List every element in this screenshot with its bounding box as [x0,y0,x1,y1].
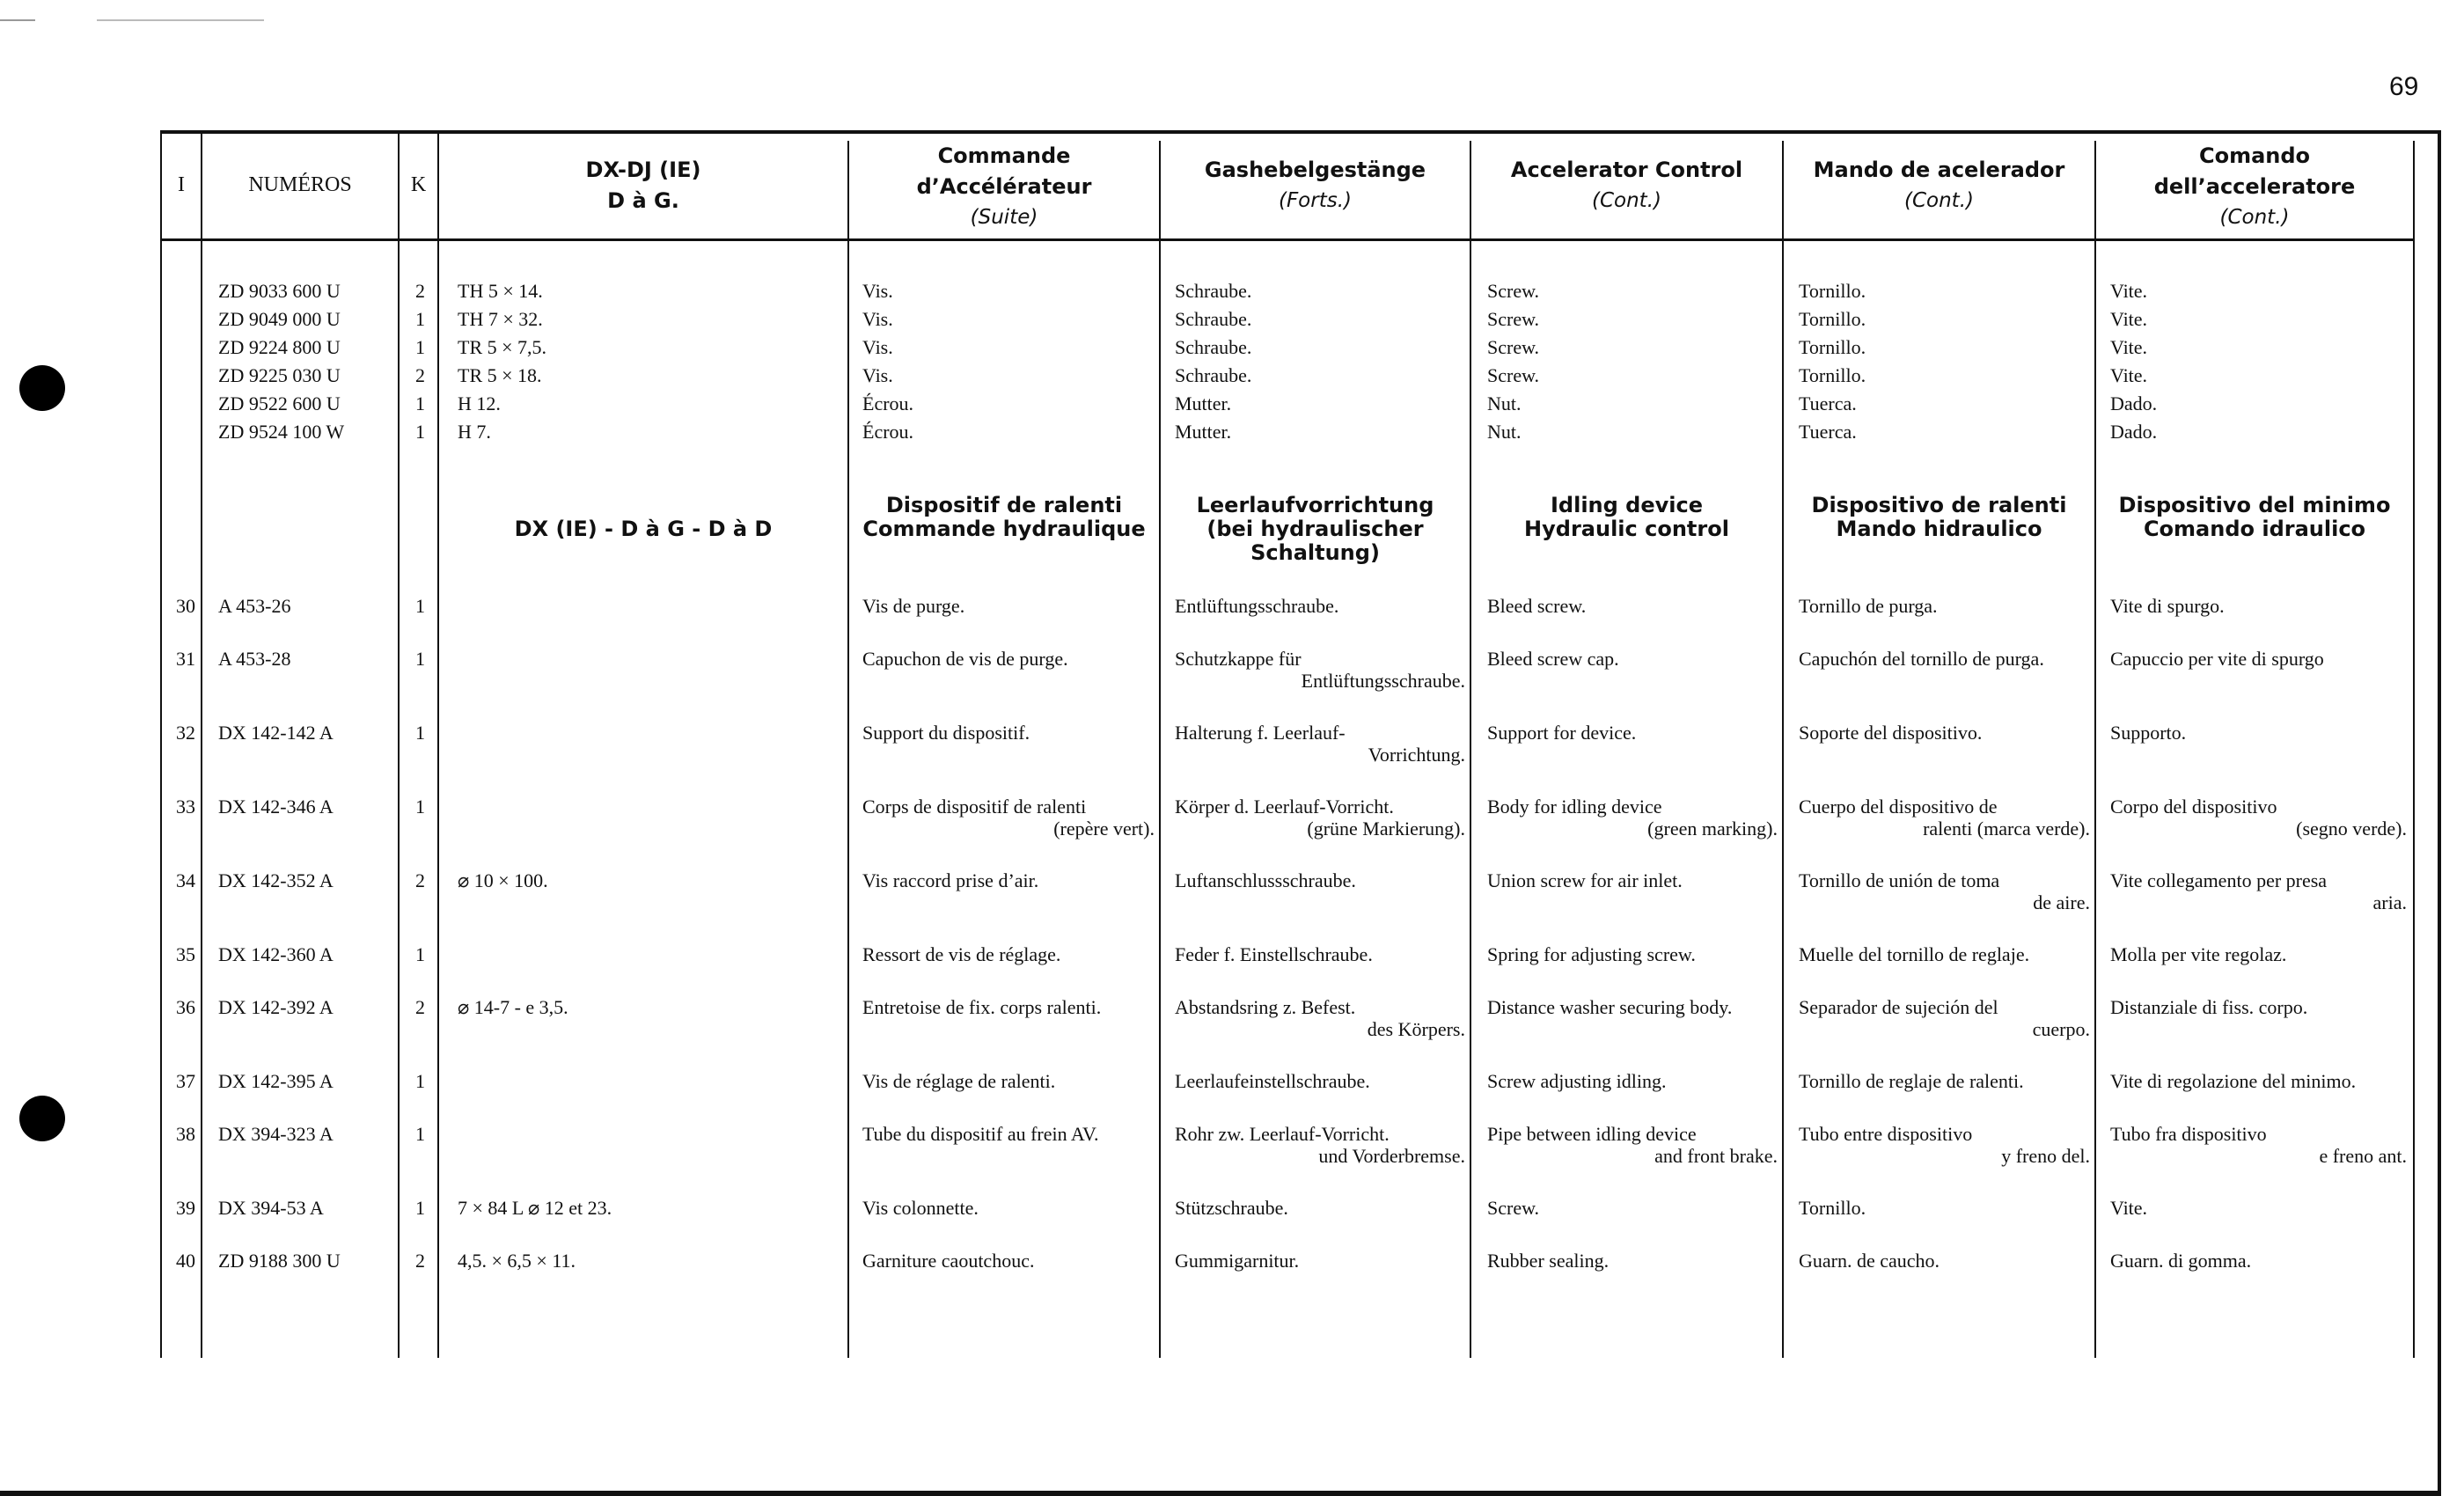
desc-es: Separador de sujeción del [1799,996,1998,1018]
desc-en: Support for device. [1487,722,1637,744]
section-title-line: Comando idraulico [2143,517,2366,541]
desc-it-cont: e freno ant. [2319,1145,2407,1167]
item-index: 36 [176,996,195,1018]
desc-it: Vite. [2110,280,2148,302]
column-line [437,130,439,1358]
page-number: 69 [2389,72,2419,101]
desc-en: Nut. [1487,392,1522,414]
desc-it: Vite. [2110,336,2148,358]
quantity: 2 [415,1250,425,1272]
desc-fr: Vis. [862,280,893,302]
desc-de-cont: Entlüftungsschraube. [1301,670,1465,692]
desc-it: Dado. [2110,421,2158,443]
desc-es: Tornillo. [1799,280,1866,302]
header-subtitle: (Cont.) [2219,206,2290,229]
spec: H 7. [458,421,491,443]
desc-en: Screw. [1487,336,1540,358]
section-title-line: Schaltung) [1250,540,1380,565]
quantity: 1 [415,722,425,744]
column-line [398,130,400,1358]
section-title-line: Commande hydraulique [862,517,1146,541]
quantity: 1 [415,308,425,330]
spec: ⌀ 10 × 100. [458,869,548,891]
spec: TR 5 × 7,5. [458,336,547,358]
quantity: 1 [415,595,425,617]
quantity: 1 [415,1070,425,1092]
desc-de: Schutzkappe für [1175,648,1302,670]
quantity: 1 [415,943,425,965]
header-col-i: I [178,173,185,196]
desc-de: Luftanschlussschraube. [1175,869,1356,891]
binder-hole-bottom [19,1096,65,1141]
scan-mark [97,19,264,21]
quantity: 2 [415,996,425,1018]
spec: 7 × 84 L ⌀ 12 et 23. [458,1197,612,1219]
quantity: 1 [415,1123,425,1145]
desc-it: Vite di spurgo. [2110,595,2225,617]
header-lang-de [1161,155,1470,216]
column-line [1782,141,1784,1358]
header-subtitle: (Suite) [970,206,1038,229]
item-index: 37 [176,1070,195,1092]
section-title-line: (bei hydraulischer [1206,517,1424,541]
desc-de: Schraube. [1175,280,1252,302]
desc-es-cont: de aire. [2033,891,2090,913]
desc-es: Tornillo de purga. [1799,595,1938,617]
section-model-title: DX (IE) - D à G - D à D [514,517,773,541]
item-index: 30 [176,595,195,617]
desc-de-cont: des Körpers. [1367,1018,1465,1040]
desc-es-cont: y freno del. [2001,1145,2090,1167]
desc-it: Vite. [2110,364,2148,386]
frame-right-border [2438,130,2441,1494]
desc-es: Tornillo. [1799,1197,1866,1219]
column-line [1470,141,1471,1358]
desc-fr: Vis. [862,308,893,330]
desc-es: Tuerca. [1799,392,1857,414]
part-number: DX 142-392 A [218,996,334,1018]
part-number: DX 142-346 A [218,796,334,818]
desc-en-cont: (green marking). [1647,818,1778,840]
header-title-line: Commande [937,143,1071,168]
desc-fr: Vis. [862,364,893,386]
item-index: 35 [176,943,195,965]
desc-es: Tornillo. [1799,336,1866,358]
desc-it: Vite collegamento per presa [2110,869,2328,891]
quantity: 1 [415,336,425,358]
quantity: 1 [415,648,425,670]
spec: TH 5 × 14. [458,280,543,302]
desc-en: Distance washer securing body. [1487,996,1733,1018]
scan-mark [0,19,35,21]
desc-de: Rohr zw. Leerlauf-Vorricht. [1175,1123,1390,1145]
desc-es: Tubo entre dispositivo [1799,1123,1973,1145]
desc-es: Muelle del tornillo de reglaje. [1799,943,2030,965]
frame-top-border [160,130,2441,134]
desc-fr: Ressort de vis de réglage. [862,943,1061,965]
section-title-line: Dispositif de ralenti [885,493,1123,517]
section-title-en [1471,494,1782,541]
binder-hole-top [19,365,65,411]
desc-de: Halterung f. Leerlauf- [1175,722,1346,744]
part-number: ZD 9522 600 U [218,392,341,414]
desc-it: Tubo fra dispositivo [2110,1123,2267,1145]
desc-en: Screw. [1487,308,1540,330]
column-line [2094,141,2096,1358]
part-number: ZD 9524 100 W [218,421,345,443]
column-line [1159,141,1161,1358]
desc-es: Tornillo de reglaje de ralenti. [1799,1070,2024,1092]
desc-de: Körper d. Leerlauf-Vorricht. [1175,796,1394,818]
desc-de: Mutter. [1175,392,1232,414]
desc-fr: Vis raccord prise d’air. [862,869,1039,891]
desc-it-cont: (segno verde). [2296,818,2407,840]
desc-it: Dado. [2110,392,2158,414]
part-number: A 453-26 [218,595,291,617]
desc-fr-cont: (repère vert). [1053,818,1155,840]
section-title-de [1161,494,1470,565]
desc-en: Bleed screw cap. [1487,648,1619,670]
desc-it: Molla per vite regolaz. [2110,943,2287,965]
desc-de-cont: (grüne Markierung). [1307,818,1465,840]
desc-de: Gummigarnitur. [1175,1250,1300,1272]
part-number: DX 142-352 A [218,869,334,891]
header-col-numeros: NUMÉROS [248,173,352,196]
desc-it: Vite di regolazione del minimo. [2110,1070,2357,1092]
section-title-it [2096,494,2413,541]
section-title-line: Dispositivo de ralenti [1811,493,2067,517]
desc-en: Bleed screw. [1487,595,1587,617]
desc-de: Leerlaufeinstellschraube. [1175,1070,1370,1092]
desc-en: Screw. [1487,364,1540,386]
item-index: 39 [176,1197,195,1219]
part-number: DX 142-142 A [218,722,334,744]
desc-en: Nut. [1487,421,1522,443]
desc-es-cont: ralenti (marca verde). [1923,818,2090,840]
section-title-line: Mando hidraulico [1836,517,2042,541]
desc-es: Tornillo. [1799,308,1866,330]
desc-it: Capuccio per vite di spurgo [2110,648,2324,670]
spec: 4,5. × 6,5 × 11. [458,1250,576,1272]
desc-de: Feder f. Einstellschraube. [1175,943,1373,965]
part-number: ZD 9033 600 U [218,280,341,302]
desc-en: Rubber sealing. [1487,1250,1610,1272]
desc-es: Capuchón del tornillo de purga. [1799,648,2044,670]
frame-bottom-border [0,1491,2441,1496]
column-line [160,130,162,1358]
desc-en: Spring for adjusting screw. [1487,943,1696,965]
desc-it: Guarn. di gomma. [2110,1250,2252,1272]
header-subtitle: (Cont.) [1904,189,1974,212]
desc-es-cont: cuerpo. [2032,1018,2090,1040]
desc-es: Guarn. de caucho. [1799,1250,1940,1272]
header-subtitle: (Forts.) [1278,189,1352,212]
part-number: A 453-28 [218,648,291,670]
desc-fr: Vis de réglage de ralenti. [862,1070,1056,1092]
header-divider [160,238,2413,241]
quantity: 2 [415,869,425,891]
desc-de: Abstandsring z. Befest. [1175,996,1356,1018]
desc-en-cont: and front brake. [1654,1145,1778,1167]
section-title-es [1784,494,2094,541]
desc-de: Schraube. [1175,308,1252,330]
header-title-line: d’Accélérateur [916,174,1092,199]
header-title-line: dell’acceleratore [2153,174,2356,199]
desc-fr: Vis colonnette. [862,1197,979,1219]
header-lang-fr [849,141,1159,233]
header-model [439,155,847,216]
item-index: 40 [176,1250,195,1272]
desc-es: Tuerca. [1799,421,1857,443]
column-line [201,130,202,1358]
desc-de-cont: und Vorderbremse. [1318,1145,1465,1167]
spec: H 12. [458,392,501,414]
section-title-line: Dispositivo del minimo [2118,493,2391,517]
desc-de: Mutter. [1175,421,1232,443]
part-number: ZD 9225 030 U [218,364,341,386]
desc-en: Pipe between idling device [1487,1123,1697,1145]
section-title-line: Hydraulic control [1524,517,1729,541]
desc-it: Distanziale di fiss. corpo. [2110,996,2308,1018]
section-title-fr [849,494,1159,541]
desc-en: Union screw for air inlet. [1487,869,1683,891]
part-number: DX 142-395 A [218,1070,334,1092]
desc-fr: Écrou. [862,392,914,414]
desc-de-cont: Vorrichtung. [1368,744,1465,766]
part-number: DX 142-360 A [218,943,334,965]
quantity: 2 [415,280,425,302]
header-model-line: D à G. [607,188,679,213]
desc-en: Screw adjusting idling. [1487,1070,1667,1092]
desc-it-cont: aria. [2372,891,2407,913]
part-number: DX 394-323 A [218,1123,334,1145]
quantity: 1 [415,392,425,414]
item-index: 32 [176,722,195,744]
desc-it: Corpo del dispositivo [2110,796,2277,818]
item-index: 31 [176,648,195,670]
column-line [2413,141,2415,1358]
desc-it: Supporto. [2110,722,2187,744]
desc-en: Screw. [1487,280,1540,302]
desc-de: Schraube. [1175,336,1252,358]
header-col-k: K [410,173,427,196]
quantity: 1 [415,796,425,818]
desc-de: Entlüftungsschraube. [1175,595,1339,617]
part-number: DX 394-53 A [218,1197,324,1219]
spec: TH 7 × 32. [458,308,543,330]
quantity: 2 [415,364,425,386]
item-index: 34 [176,869,195,891]
item-index: 38 [176,1123,195,1145]
spec: TR 5 × 18. [458,364,542,386]
part-number: ZD 9188 300 U [218,1250,341,1272]
header-title-line: Comando [2198,143,2311,168]
desc-fr: Corps de dispositif de ralenti [862,796,1087,818]
header-title-line: Accelerator Control [1510,158,1743,182]
desc-fr: Vis. [862,336,893,358]
part-number: ZD 9224 800 U [218,336,341,358]
header-lang-en [1471,155,1782,216]
desc-es: Tornillo de unión de toma [1799,869,2000,891]
desc-es: Cuerpo del dispositivo de [1799,796,1998,818]
desc-fr: Tube du dispositif au frein AV. [862,1123,1099,1145]
section-title-line: Idling device [1550,493,1703,517]
desc-fr: Support du dispositif. [862,722,1030,744]
desc-en: Screw. [1487,1197,1540,1219]
header-lang-it [2096,141,2413,233]
desc-fr: Garniture caoutchouc. [862,1250,1035,1272]
desc-fr: Vis de purge. [862,595,965,617]
item-index: 33 [176,796,195,818]
column-line [847,141,849,1358]
desc-de: Stützschraube. [1175,1197,1288,1219]
desc-es: Soporte del dispositivo. [1799,722,1983,744]
desc-it: Vite. [2110,1197,2148,1219]
desc-fr: Capuchon de vis de purge. [862,648,1068,670]
desc-it: Vite. [2110,308,2148,330]
desc-de: Schraube. [1175,364,1252,386]
header-model-line: DX-DJ (IE) [585,158,701,182]
spec: ⌀ 14-7 - e 3,5. [458,996,568,1018]
desc-en: Body for idling device [1487,796,1662,818]
desc-fr: Écrou. [862,421,914,443]
quantity: 1 [415,1197,425,1219]
header-title-line: Gashebelgestänge [1204,158,1426,182]
desc-es: Tornillo. [1799,364,1866,386]
header-title-line: Mando de acelerador [1813,158,2065,182]
part-number: ZD 9049 000 U [218,308,341,330]
section-title-line: Leerlaufvorrichtung [1196,493,1434,517]
header-lang-es [1784,155,2094,216]
desc-fr: Entretoise de fix. corps ralenti. [862,996,1102,1018]
quantity: 1 [415,421,425,443]
header-subtitle: (Cont.) [1592,189,1661,212]
